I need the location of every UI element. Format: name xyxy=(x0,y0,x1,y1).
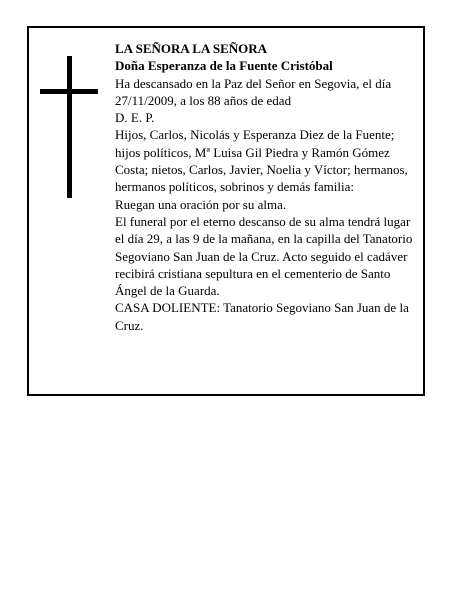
obituary-notice xyxy=(27,26,425,396)
dep-line: D. E. P. xyxy=(115,110,155,126)
cross-vertical-bar xyxy=(67,56,72,198)
notice-text xyxy=(115,40,419,334)
cross-horizontal-bar xyxy=(40,89,98,94)
prayer-request: Ruegan una oración por su alma. xyxy=(115,196,287,212)
funeral-details: El funeral por el eterno descanso de su alma tendrá lugar el día 29, a las 9 de la mañana, en la capilla del Tanatorio Segoviano San Juan de la Cruz. Acto seguido el cadáver recibirá cristiana sepultura en el cementerio de Santo Ángel de la Guarda. xyxy=(115,213,413,299)
cross-icon xyxy=(40,56,98,198)
notice-heading: LA SEÑORA LA SEÑORA xyxy=(115,41,268,56)
deceased-name: Doña Esperanza de la Fuente Cristóbal xyxy=(115,58,333,74)
death-info: Ha descansado en la Paz del Señor en Segovia, el día 27/11/2009, a los 88 años de edad xyxy=(115,75,392,108)
mourning-house: CASA DOLIENTE: Tanatorio Segoviano San Juan de la Cruz. xyxy=(115,300,409,333)
family-list: Hijos, Carlos, Nicolás y Esperanza Diez de la Fuente; hijos políticos, Mª Luisa Gil Piedra y Ramón Gómez Costa; nietos, Carlos, Javier, Noelia y Víctor; hermanos, hermanos políticos, sobrinos y demás familia: xyxy=(115,127,408,195)
